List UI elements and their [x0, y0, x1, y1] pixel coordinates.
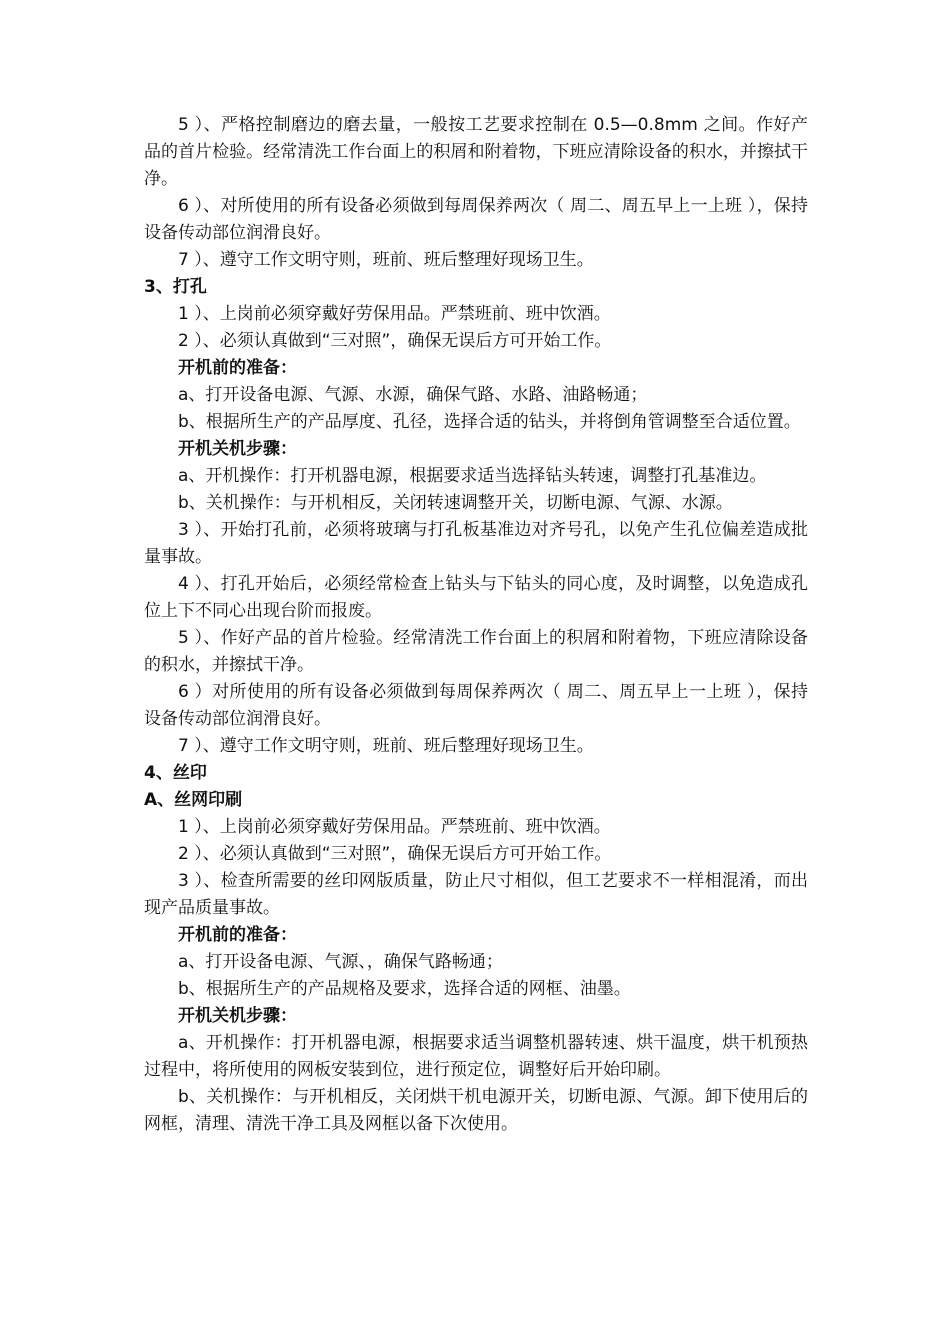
paragraph-drilling-6: 6 ）对所使用的所有设备必须做到每周保养两次（ 周二、周五早上一上班 ），保持设备传动部位润滑良好。 [144, 682, 808, 729]
paragraph-printing-3: 3 ）、检查所需要的丝印网版质量，防止尺寸相似，但工艺要求不一样相混淆，而出现产品质量事故。 [144, 871, 808, 918]
document-page [144, 112, 808, 1138]
paragraph-drilling-3: 3 ）、开始打孔前，必须将玻璃与打孔板基准边对齐号孔，以免产生孔位偏差造成批量事故。 [144, 520, 808, 567]
paragraph-drilling-4: 4 ）、打孔开始后，必须经常检查上钻头与下钻头的同心度，及时调整，以免造成孔位上下不同心出现台阶而报废。 [144, 574, 808, 621]
paragraph-drilling-steps-a: a、开机操作：打开机器电源，根据要求适当选择钻头转速，调整打孔基准边。 [178, 466, 767, 486]
subheading-printing-prep: 开机前的准备： [178, 925, 297, 945]
paragraph-printing-1: 1 ）、上岗前必须穿戴好劳保用品。严禁班前、班中饮酒。 [178, 817, 611, 837]
paragraph-grinding-7: 7 ）、遵守工作文明守则，班前、班后整理好现场卫生。 [178, 250, 594, 270]
section-heading-silkscreen: 4、丝印 [144, 763, 207, 783]
subheading-printing-steps: 开机关机步骤： [178, 1006, 297, 1026]
paragraph-drilling-7: 7 ）、遵守工作文明守则，班前、班后整理好现场卫生。 [178, 736, 594, 756]
paragraph-grinding-6: 6 ）、对所使用的所有设备必须做到每周保养两次（ 周二、周五早上一上班 ），保持设备传动部位润滑良好。 [144, 196, 808, 243]
subheading-drilling-steps: 开机关机步骤： [178, 439, 297, 459]
paragraph-drilling-1: 1 ）、上岗前必须穿戴好劳保用品。严禁班前、班中饮酒。 [178, 304, 611, 324]
paragraph-drilling-prep-a: a、打开设备电源、气源、水源，确保气路、水路、油路畅通； [178, 385, 648, 405]
paragraph-printing-2: 2 ）、必须认真做到“三对照”，确保无误后方可开始工作。 [178, 844, 612, 864]
paragraph-printing-steps-b: b、关机操作：与开机相反，关闭烘干机电源开关，切断电源、气源。卸下使用后的网框，清理、清洗干净工具及网框以备下次使用。 [144, 1087, 808, 1134]
section-heading-drilling: 3、打孔 [144, 277, 207, 297]
paragraph-drilling-2: 2 ）、必须认真做到“三对照”，确保无误后方可开始工作。 [178, 331, 612, 351]
paragraph-printing-steps-a: a、开机操作：打开机器电源，根据要求适当调整机器转速、烘干温度，烘干机预热过程中，将所使用的网板安装到位，进行预定位，调整好后开始印刷。 [144, 1033, 808, 1080]
paragraph-printing-prep-a: a、打开设备电源、气源、，确保气路畅通； [178, 952, 503, 972]
paragraph-drilling-5: 5 ）、作好产品的首片检验。经常清洗工作台面上的积屑和附着物，下班应清除设备的积水，并擦拭干净。 [144, 628, 808, 675]
paragraph-drilling-steps-b: b、关机操作：与开机相反，关闭转速调整开关，切断电源、气源、水源。 [178, 493, 733, 513]
paragraph-grinding-5: 5 ）、严格控制磨边的磨去量，一般按工艺要求控制在 0.5—0.8mm 之间。作好产品的首片检验。经常清洗工作台面上的积屑和附着物，下班应清除设备的积水，并擦拭干净。 [144, 115, 808, 189]
subsection-heading-screen-printing: A、丝网印刷 [144, 790, 243, 810]
paragraph-drilling-prep-b: b、根据所生产的产品厚度、孔径，选择合适的钻头，并将倒角管调整至合适位置。 [178, 412, 801, 432]
paragraph-printing-prep-b: b、根据所生产的产品规格及要求，选择合适的网框、油墨。 [178, 979, 631, 999]
subheading-drilling-prep: 开机前的准备： [178, 358, 297, 378]
